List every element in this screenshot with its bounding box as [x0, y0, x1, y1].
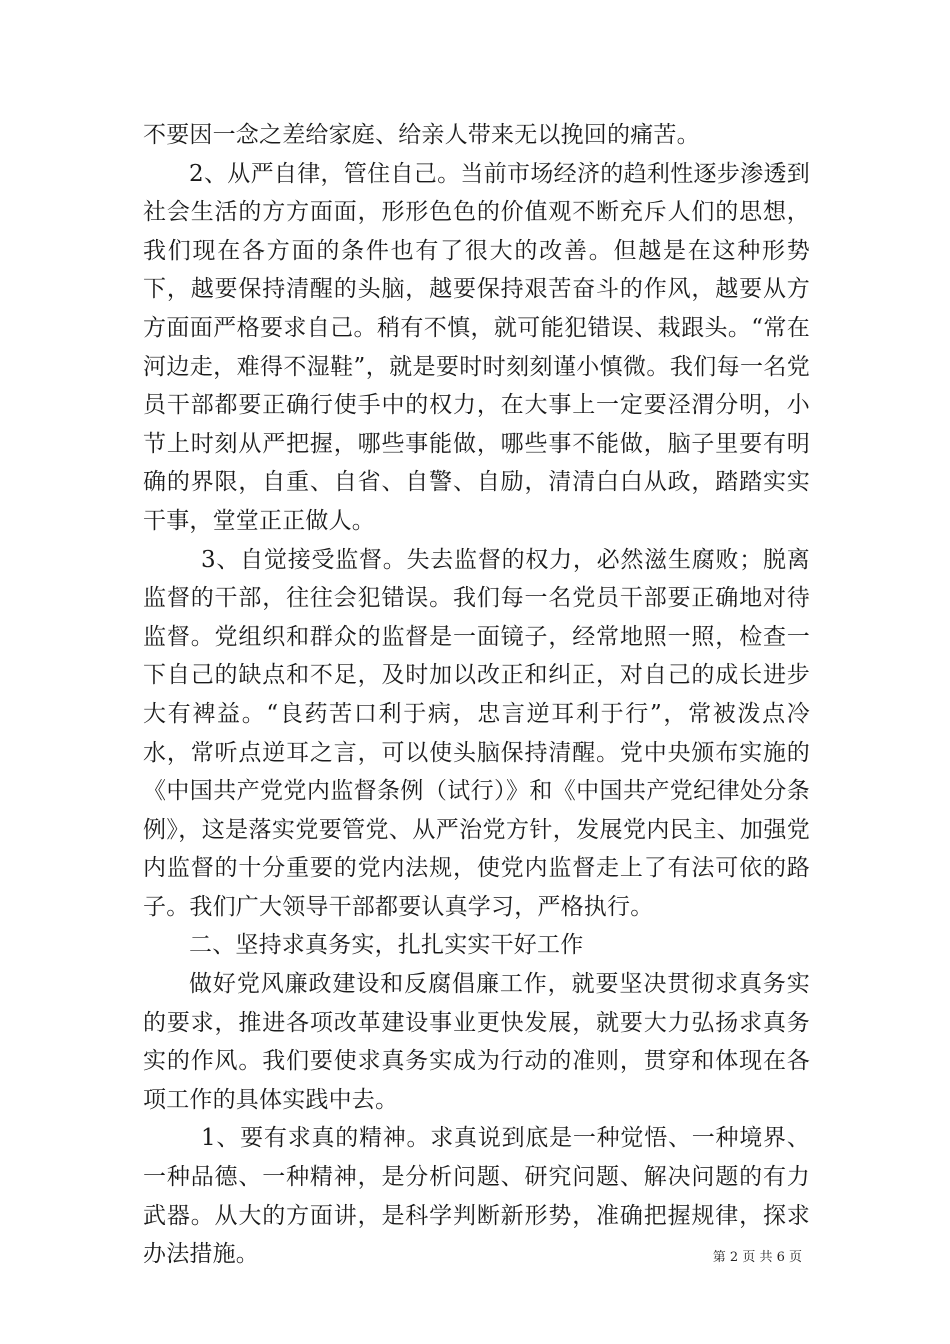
paragraph-self-discipline: 2、从严自律，管住自己。当前市场经济的趋利性逐步渗透到社会生活的方方面面，形形色色的价值观不断充斥人们的思想，我们现在各方面的条件也有了很大的改善。但越是在这种形势下，越要保持清醒的头脑，越要保持艰苦奋斗的作风，越要从方方面面严格要求自己。稍有不慎，就可能犯错误、栽跟头。“常在河边走，难得不湿鞋”，就是要时时刻刻谨小慎微。我们每一名党员干部都要正确行使手中的权力，在大事上一定要泾渭分明，小节上时刻从严把握，哪些事能做，哪些事不能做，脑子里要有明确的界限，自重、自省、自警、自励，清清白白从政，踏踏实实干事，堂堂正正做人。: [143, 160, 810, 534]
section-heading: 二、坚持求真务实，扎扎实实干好工作: [189, 932, 584, 959]
document-body: [143, 116, 810, 1274]
paragraph-continuation: 不要因一念之差给家庭、给亲人带来无以挽回的痛苦。: [143, 122, 700, 148]
paragraph-section-intro: 做好党风廉政建设和反腐倡廉工作，就要坚决贯彻求真务实的要求，推进各项改革建设事业更快发展，就要大力弘扬求真务实的作风。我们要使求真务实成为行动的准则，贯穿和体现在各项工作的具体实践中去。: [143, 971, 810, 1113]
paragraph-accept-supervision: 3、自觉接受监督。失去监督的权力，必然滋生腐败；脱离监督的干部，往往会犯错误。我们每一名党员干部要正确地对待监督。党组织和群众的监督是一面镜子，经常地照一照，检查一下自己的缺点和不足，及时加以改正和纠正，对自己的成长进步大有裨益。“良药苦口利于病，忠言逆耳利于行”，常被泼点冷水，常听点逆耳之言，可以使头脑保持清醒。党中央颁布实施的《中国共产党党内监督条例（试行）》和《中国共产党纪律处分条例》，这是落实党要管党、从严治党方针，发展党内民主、加强党内监督的十分重要的党内法规，使党内监督走上了有法可依的路子。我们广大领导干部都要认真学习，严格执行。: [143, 546, 810, 920]
paragraph-seek-truth: 1、要有求真的精神。求真说到底是一种觉悟、一种境界、一种品德、一种精神，是分析问题、研究问题、解决问题的有力武器。从大的方面讲，是科学判断新形势，准确把握规律，探求办法措施。: [143, 1125, 810, 1268]
page-number: 第 2 页 共 6 页: [712, 1250, 802, 1265]
